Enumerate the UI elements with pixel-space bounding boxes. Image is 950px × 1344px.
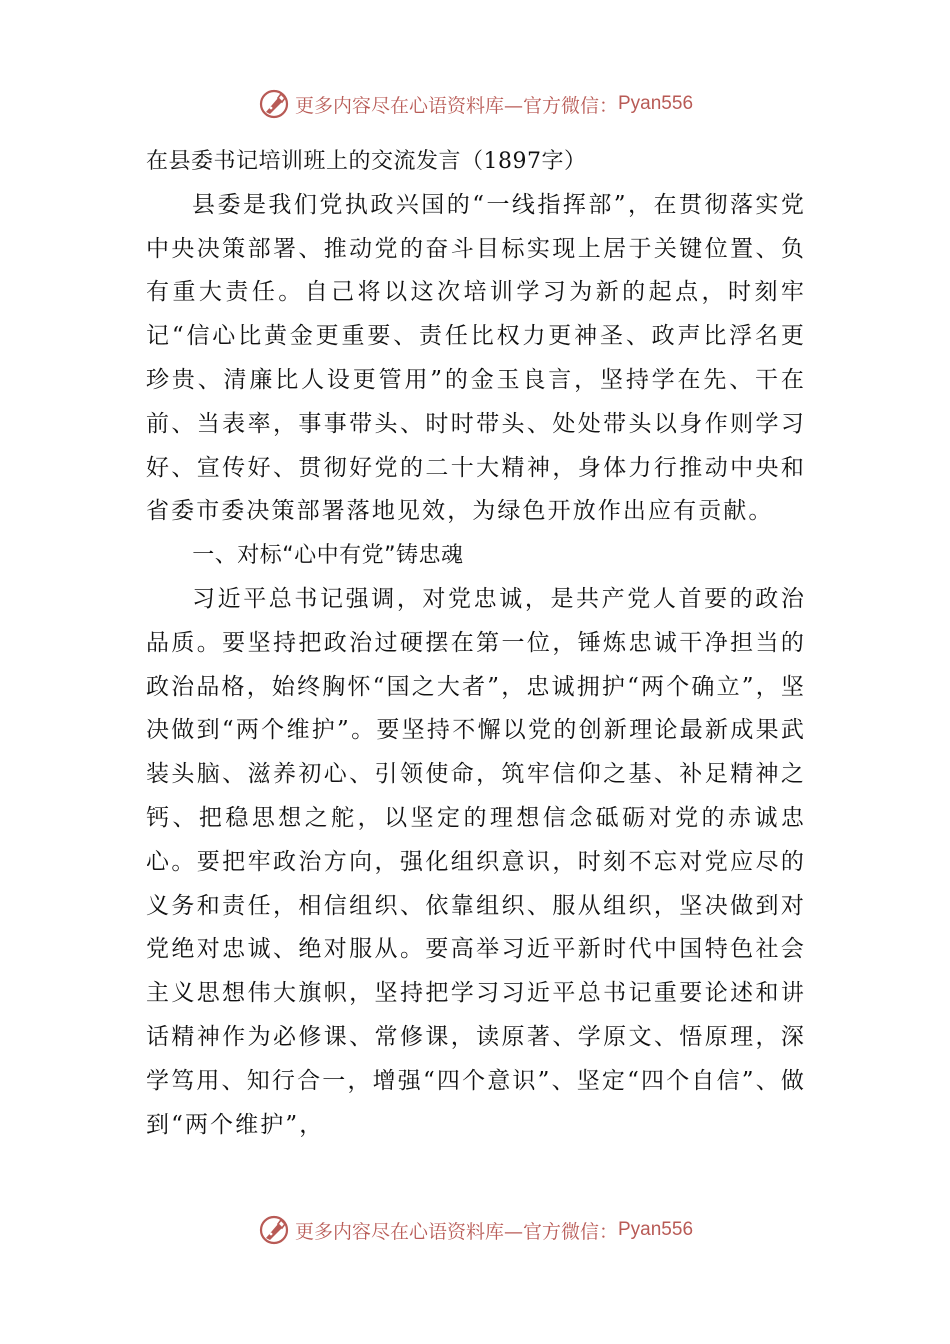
watermark-text: 更多内容尽在心语资料库—官方微信： — [294, 1220, 618, 1243]
pen-nib-logo-icon — [257, 87, 291, 121]
intro-paragraph: 县委是我们党执政兴国的“一线指挥部”，在贯彻落实党中央决策部署、推动党的奋斗目标实现上居于关键位置、负有重大责任。自己将以这次培训学习为新的起点，时刻牢记“信心比黄金更重要、责任比权力更神圣、政声比浮名更珍贵、清廉比人设更管用”的金玉良言，坚持学在先、干在前、当表率，事事带头、时时带头、处处带头以身作则学习好、宣传好、贯彻好党的二十大精神，身体力行推动中央和省委市委决策部署落地见效，为绿色开放作出应有贡献。 — [146, 191, 806, 525]
watermark-handle: Pyan556 — [618, 93, 694, 114]
pen-nib-logo-icon — [257, 1213, 291, 1247]
watermark-text: 更多内容尽在心语资料库—官方微信： — [294, 94, 618, 117]
document-title: 在县委书记培训班上的交流发言（1897字） — [146, 149, 587, 174]
watermark-handle: Pyan556 — [618, 1219, 694, 1240]
header-watermark — [0, 84, 950, 124]
document-body — [146, 140, 806, 1147]
section-1-paragraph: 习近平总书记强调，对党忠诚，是共产党人首要的政治品质。要坚持把政治过硬摆在第一位，锤炼忠诚干净担当的政治品格，始终胸怀“国之大者”，忠诚拥护“两个确立”，坚决做到“两个维护”。要坚持不懈以党的创新理论最新成果武装头脑、滋养初心、引领使命，筑牢信仰之基、补足精神之钙、把稳思想之舵，以坚定的理想信念砥砺对党的赤诚忠心。要把牢政治方向，强化组织意识，时刻不忘对党应尽的义务和责任，相信组织、依靠组织、服从组织，坚决做到对党绝对忠诚、绝对服从。要高举习近平新时代中国特色社会主义思想伟大旗帜，坚持把学习习近平总书记重要论述和讲话精神作为必修课、常修课，读原著、学原文、悟原理，深学笃用、知行合一，增强“四个意识”、坚定“四个自信”、做到“两个维护”， — [146, 585, 806, 1138]
section-heading-1: 一、对标“心中有党”铸忠魂 — [192, 543, 464, 569]
footer-watermark — [0, 1210, 950, 1250]
